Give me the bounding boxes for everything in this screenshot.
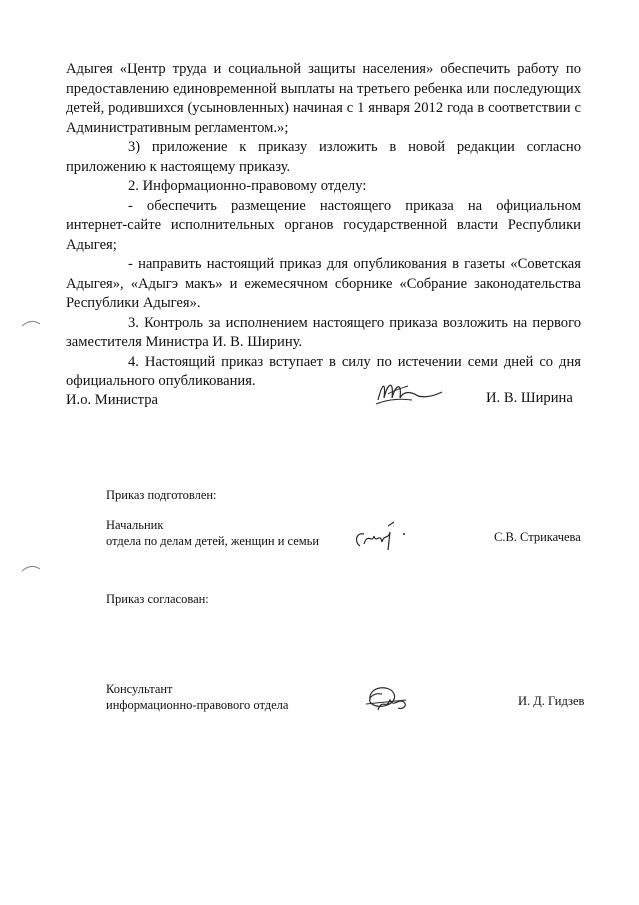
agreed-department: информационно-правового отдела [106,698,289,712]
prepared-position: Начальник [106,518,164,532]
signature-icon [350,518,410,554]
agreed-position: Консультант [106,682,173,696]
punch-mark-icon [20,563,42,573]
signer-name: И. В. Ширина [486,390,573,406]
paragraph: 4. Настоящий приказ вступает в силу по истечении семи дней со дня официального опубликования. [66,353,581,389]
paragraph: 3) приложение к приказу изложить в новой редакции согласно приложению к настоящему приказу. [66,139,581,175]
paragraph: - направить настоящий приказ для опубликования в газеты «Советская Адыгея», «Адыгэ макъ» и ежемесячном сборнике «Собрание законодательства Республики Адыгея». [66,256,581,311]
prepared-heading: Приказ подготовлен: [106,488,217,502]
agreed-heading: Приказ согласован: [106,592,209,606]
prepared-department: отдела по делам детей, женщин и семьи [106,534,320,548]
paragraph: Адыгея «Центр труда и социальной защиты населения» обеспечить работу по предоставлению единовременной выплаты на третьего ребенка или последующих детей, родившихся (усыновленных) начиная с 1 января 2012 года в соответствии с Административным регламентом.»; [66,61,581,136]
paragraph: 2. Информационно-правовому отделу: [128,178,367,194]
paragraph: - обеспечить размещение настоящего приказа на официальном интернет-сайте исполнительных органов государственной власти Республики Адыгея; [66,197,581,253]
prepared-name: С.В. Стрикачева [494,530,581,544]
paragraph: 3. Контроль за исполнением настоящего приказа возложить на первого заместителя Министра И. В. Ширину. [66,314,581,350]
punch-mark-icon [20,318,42,328]
signer-title: И.о. Министра [66,392,158,408]
signature-icon [360,680,412,716]
agreed-name: И. Д. Гидзев [518,694,585,708]
signature-icon [372,374,444,408]
document-body [66,60,581,392]
